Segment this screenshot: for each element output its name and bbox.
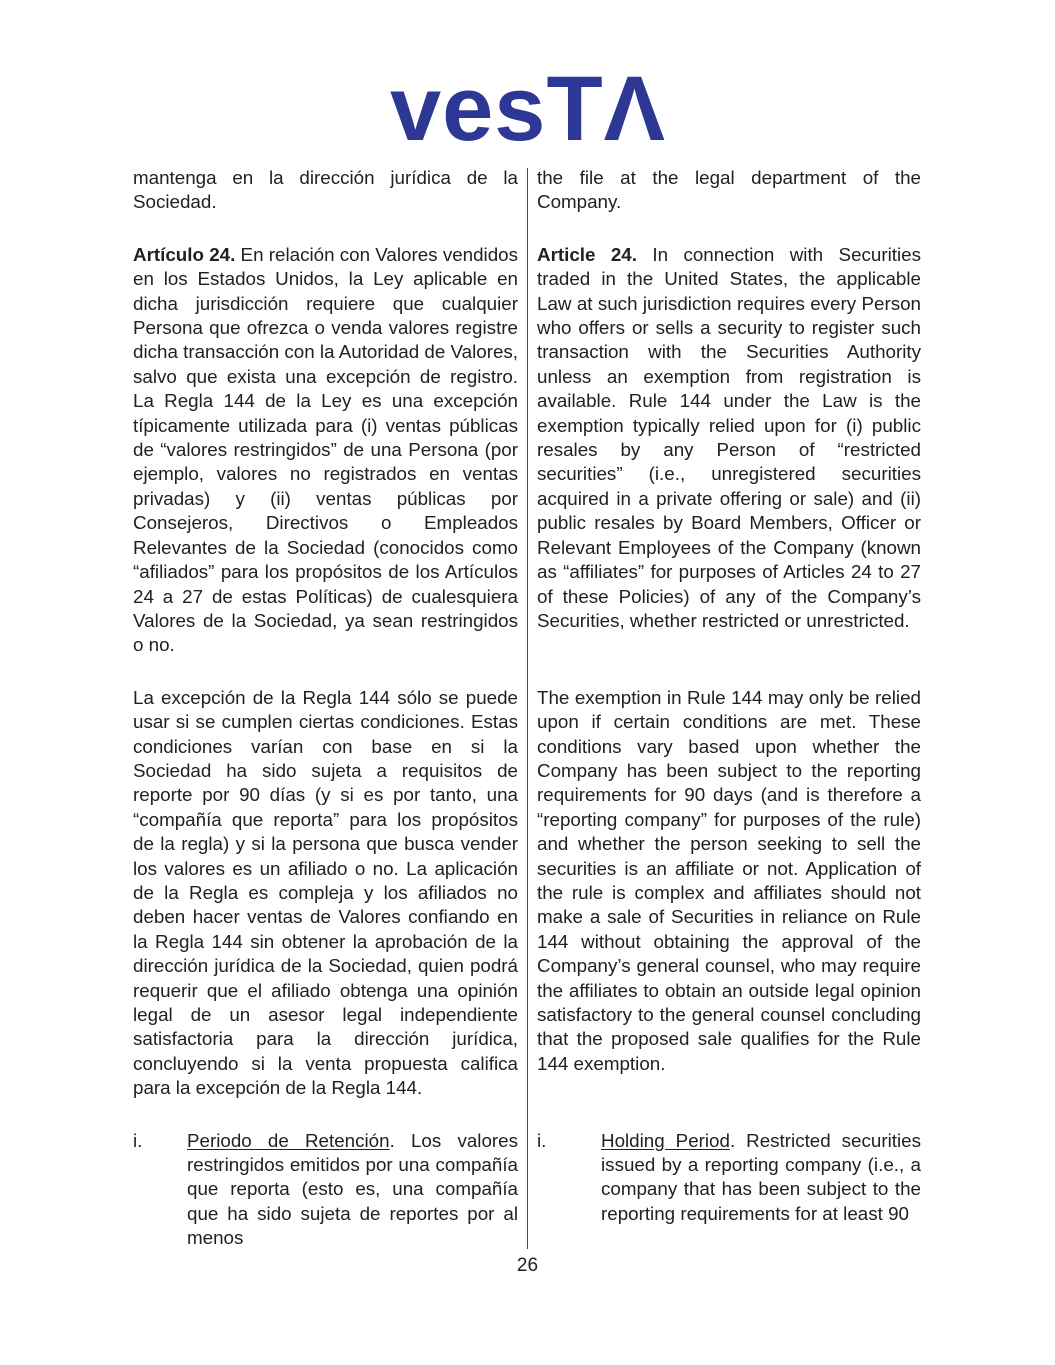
paragraph-es-continuation: mantenga en la dirección jurídica de la Sociedad. <box>133 167 518 213</box>
english-column-cell <box>537 1129 921 1251</box>
list-marker-en: i. <box>537 1129 547 1151</box>
page-number: 26 <box>516 1255 539 1276</box>
spanish-column-cell <box>133 1129 518 1251</box>
article-24-body-en: In connection with Securities traded in the United States, the applicable Law at such jurisdiction requires every Person who offers or sells a security to register such transaction with the Securities Authority unless an exemption from registration is available. Rule 144 under the Law is the exemption typically relied upon for (i) public resales by any Person of “restricted securities” (i.e., unregistered securities acquired in a private offering or sale) and (ii) public resales by Board Members, Officer or Relevant Employees of the Company (known as “affiliates” for purposes of Articles 24 to 27 of these Policies) of any of the Company’s Securities, whether restricted or unrestricted. <box>537 243 921 631</box>
list-item-en <box>537 1129 921 1227</box>
paragraph-es-article-24 <box>133 243 518 658</box>
list-body-en: . Restricted securities issued by a reporting company (i.e., a company that has been subject to the reporting requirements for at least 90 <box>601 1129 921 1224</box>
article-24-body-es: En relación con Valores vendidos en los Estados Unidos, la Ley aplicable en dicha jurisdicción requiere que cualquier Persona que ofrezca o venda valores registre dicha transacción con la Autoridad de Valores, salvo que exista una excepción de registro. La Regla 144 de la Ley es una excepción típicamente utilizada para (i) ventas públicas de “valores restringidos” de una Persona (por ejemplo, valores no registrados en ventas privadas) y (ii) ventas públicas por Consejeros, Directivos o Empleados Relevantes de la Sociedad (conocidos como “afiliados” para los propósitos de los Artículos 24 a 27 de estas Políticas) de cualesquiera Valores de la Sociedad, ya sean restringidos o no. <box>133 243 518 656</box>
bilingual-content <box>133 166 921 1251</box>
paragraph-en-continuation: the file at the legal department of the Company. <box>537 167 921 213</box>
list-marker-es: i. <box>133 1129 143 1151</box>
article-24-heading-es: Artículo 24. <box>133 243 236 265</box>
english-column-cell <box>537 243 921 658</box>
list-text-en <box>601 1129 921 1227</box>
paragraph-es-rule-144: La excepción de la Regla 144 sólo se puede usar si se cumplen ciertas condiciones. Estas condiciones varían con base en si la Sociedad ha sido sujeta a requisitos de reporte por 90 días (y si es por tanto, una “compañía que reporta” para los propósitos de la regla) y si la persona que busca vender los valores es un afiliado o no. La aplicación de la Regla es compleja y los afiliados no deben hacer ventas de Valores confiando en la Regla 144 sin obtener la aprobación de la dirección jurídica de la Sociedad, quien podrá requerir que el afiliado obtenga una opinión legal de un asesor legal independiente satisfactoria para la dirección jurídica, concluyendo si la venta propuesta califica para la excepción de la Regla 144. <box>133 686 518 1099</box>
list-text-es <box>187 1129 518 1251</box>
paragraph-en-article-24 <box>537 243 921 634</box>
spanish-column-cell <box>133 166 518 215</box>
paragraph-en-rule-144: The exemption in Rule 144 may only be relied upon if certain conditions are met. These conditions vary based upon whether the Company has been subject to the reporting requirements for 90 days (and is therefore a “reporting company” for purposes of the rule) and whether the person seeking to sell the securities is an affiliate or not. Application of the rule is complex and affiliates should not make a sale of Securities in reliance on Rule 144 without obtaining the approval of the Company’s general counsel, who may require the affiliates to obtain an outside legal opinion satisfactory to the general counsel concluding that the proposed sale qualifies for the Rule 144 exemption. <box>537 686 921 1074</box>
article-24-heading-en: Article 24. <box>537 243 637 265</box>
spanish-column-cell <box>133 686 518 1101</box>
english-column-cell <box>537 686 921 1101</box>
column-divider <box>527 168 528 1249</box>
vesta-logo <box>389 58 666 160</box>
list-item-es <box>133 1129 518 1251</box>
page-header <box>0 58 1055 160</box>
holding-period-term-en: Holding Period <box>601 1129 730 1151</box>
holding-period-term-es: Periodo de Retención <box>187 1129 390 1151</box>
logo-caret-icon: Λ <box>603 58 666 160</box>
english-column-cell <box>537 166 921 215</box>
spanish-column-cell <box>133 243 518 658</box>
logo-wordmark: vesT <box>389 58 604 160</box>
list-body-es: . Los valores restringidos emitidos por una compañía que reporta (esto es, una compañía que ha sido sujeta de reportes por al menos <box>187 1129 518 1249</box>
